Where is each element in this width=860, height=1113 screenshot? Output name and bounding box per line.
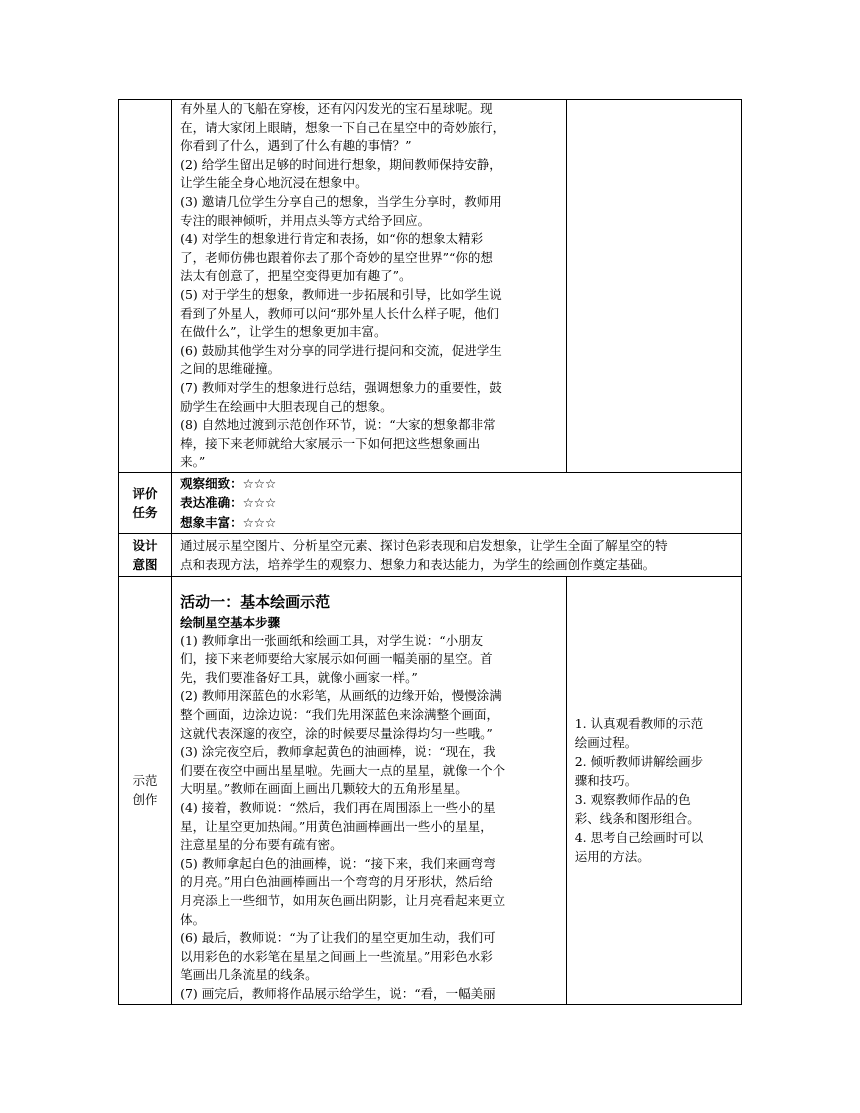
demo-label bbox=[119, 576, 172, 1004]
student-activity-line: 彩、线条和图形组合。 bbox=[574, 811, 700, 827]
imagination-text-line: (8) 自然地过渡到示范创作环节，说：“大家的想象都非常 bbox=[180, 417, 496, 433]
design-intent-label-line-1: 设计 bbox=[132, 537, 158, 553]
imagination-text-line: 让学生能全身心地沉浸在想象中。 bbox=[180, 175, 368, 191]
demo-step-line: (1) 教师拿出一张画纸和绘画工具，对学生说：“小朋友 bbox=[180, 632, 484, 648]
evaluation-label-line-1: 评价 bbox=[132, 485, 158, 501]
imagination-content-cell bbox=[172, 100, 567, 473]
imagination-text-line: 你看到了什么，遇到了什么有趣的事情？” bbox=[180, 138, 412, 154]
imagination-row bbox=[119, 100, 742, 473]
star-rating: ☆☆☆ bbox=[242, 475, 277, 491]
demo-step-line: 大明星。”教师在画面上画出几颗较大的五角形星星。 bbox=[180, 781, 468, 797]
evaluation-item-name: 想象丰富： bbox=[180, 515, 243, 531]
imagination-text-line: (6) 鼓励其他学生对分享的同学进行提问和交流，促进学生 bbox=[180, 342, 502, 358]
imagination-text-line: (5) 对于学生的想象，教师进一步拓展和引导，比如学生说 bbox=[180, 286, 502, 302]
evaluation-item-name: 表达准确： bbox=[180, 495, 243, 511]
demo-step-line: 星，让星空更加热闹。”用黄色油画棒画出一些小的星星， bbox=[180, 818, 493, 834]
demo-row bbox=[119, 576, 742, 1004]
activity-title: 活动一：基本绘画示范 bbox=[180, 592, 331, 611]
student-activity-line: 绘画过程。 bbox=[574, 735, 638, 751]
evaluation-item-name: 观察细致： bbox=[180, 475, 243, 491]
design-intent-label bbox=[119, 533, 172, 576]
imagination-text-line: 励学生在绘画中大胆表现自己的想象。 bbox=[180, 398, 393, 414]
demo-step-line: 这就代表深邃的夜空，涂的时候要尽量涂得均匀一些哦。” bbox=[180, 725, 493, 741]
lesson-plan-table bbox=[118, 99, 742, 1005]
evaluation-item bbox=[180, 513, 737, 533]
demo-step-line: 月亮添上一些细节，如用灰色画出阴影，让月亮看起来更立 bbox=[180, 892, 506, 908]
imagination-text-line: 在做什么”，让学生的想象更加丰富。 bbox=[180, 324, 387, 340]
student-activity-line: 骤和技巧。 bbox=[574, 773, 638, 789]
student-activity-line: 1. 认真观看教师的示范 bbox=[574, 716, 704, 732]
demo-label-line-1: 示范 bbox=[132, 773, 158, 789]
demo-step-line: 们要在夜空中画出星星啦。先画大一点的星星，就像一个个 bbox=[180, 762, 506, 778]
evaluation-item bbox=[180, 474, 737, 494]
demo-step-line: 注意星星的分布要有疏有密。 bbox=[180, 837, 343, 853]
evaluation-label-line-2: 任务 bbox=[132, 504, 158, 520]
demo-step-line: 体。 bbox=[180, 911, 206, 927]
imagination-text-line: 了，老师仿佛也跟着你去了那个奇妙的星空世界”“你的想 bbox=[180, 249, 493, 265]
demo-step-line: 的月亮。”用白色油画棒画出一个弯弯的月牙形状，然后给 bbox=[180, 874, 493, 890]
imagination-text-line: (3) 邀请几位学生分享自己的想象，当学生分享时，教师用 bbox=[180, 193, 502, 209]
design-intent-line: 点和表现方法，培养学生的观察力、想象力和表达能力，为学生的绘画创作奠定基础。 bbox=[180, 556, 656, 572]
evaluation-content-cell bbox=[172, 472, 742, 533]
imagination-student-cell bbox=[566, 100, 741, 473]
demo-step-line: 以用彩色的水彩笔在星星之间画上一些流星。”用彩色水彩 bbox=[180, 948, 493, 964]
imagination-text-line: 棒，接下来老师就给大家展示一下如何把这些想象画出 bbox=[180, 435, 481, 451]
evaluation-row bbox=[119, 472, 742, 533]
imagination-text-line: 有外星人的飞船在穿梭，还有闪闪发光的宝石星球呢。现 bbox=[180, 101, 493, 116]
imagination-text-line: 专注的眼神倾听，并用点头等方式给予回应。 bbox=[180, 212, 431, 228]
imagination-text-line: (2) 给学生留出足够的时间进行想象，期间教师保持安静， bbox=[180, 156, 502, 172]
demo-step-line: (5) 教师拿起白色的油画棒，说：“接下来，我们来画弯弯 bbox=[180, 855, 496, 871]
student-activity-line: 3. 观察教师作品的色 bbox=[574, 792, 691, 808]
imagination-label-cell bbox=[119, 100, 172, 473]
demo-step-line: 们，接下来老师要给大家展示如何画一幅美丽的星空。首 bbox=[180, 651, 493, 667]
student-activity-line: 2. 倾听教师讲解绘画步 bbox=[574, 754, 704, 770]
student-activity-line: 4. 思考自己绘画时可以 bbox=[574, 830, 704, 846]
imagination-text-line: 来。” bbox=[180, 454, 206, 470]
design-intent-label-line-2: 意图 bbox=[132, 556, 158, 572]
design-intent-content-cell bbox=[172, 533, 742, 576]
demo-step-line: 整个画面，边涂边说：“我们先用深蓝色来涂满整个画面， bbox=[180, 707, 499, 723]
demo-content-cell bbox=[172, 576, 567, 1004]
imagination-text-line: (4) 对学生的想象进行肯定和表扬，如“你的想象太精彩 bbox=[180, 231, 484, 247]
evaluation-item bbox=[180, 493, 737, 513]
demo-step-line: (3) 涂完夜空后，教师拿起黄色的油画棒，说：“现在，我 bbox=[180, 744, 496, 760]
star-rating: ☆☆☆ bbox=[242, 515, 277, 531]
imagination-text-line: 法太有创意了，把星空变得更加有趣了”。 bbox=[180, 268, 412, 284]
demo-step-line: (2) 教师用深蓝色的水彩笔，从画纸的边缘开始，慢慢涂满 bbox=[180, 688, 502, 704]
evaluation-label bbox=[119, 472, 172, 533]
student-activity-line: 运用的方法。 bbox=[574, 849, 650, 865]
demo-step-line: (4) 接着，教师说：“然后，我们再在周围添上一些小的星 bbox=[180, 800, 496, 815]
demo-step-line: 先，我们要准备好工具，就像小画家一样。” bbox=[180, 669, 418, 685]
imagination-text-line: 在，请大家闭上眼睛，想象一下自己在星空中的奇妙旅行， bbox=[180, 119, 506, 135]
star-rating: ☆☆☆ bbox=[242, 495, 277, 511]
demo-student-cell bbox=[566, 576, 741, 1004]
design-intent-row bbox=[119, 533, 742, 576]
imagination-text-line: (7) 教师对学生的想象进行总结，强调想象力的重要性，鼓 bbox=[180, 379, 502, 395]
demo-step-line: 笔画出几条流星的线条。 bbox=[180, 967, 318, 983]
activity-subtitle: 绘制星空基本步骤 bbox=[180, 614, 281, 630]
imagination-text-line: 之间的思维碰撞。 bbox=[180, 361, 281, 377]
imagination-text-line: 看到了外星人，教师可以问“那外星人长什么样子呢，他们 bbox=[180, 305, 499, 321]
demo-label-line-2: 创作 bbox=[132, 792, 158, 808]
design-intent-line: 通过展示星空图片、分析星空元素、探讨色彩表现和启发想象，让学生全面了解星空的特 bbox=[180, 537, 668, 553]
demo-step-line: (6) 最后，教师说：“为了让我们的星空更加生动，我们可 bbox=[180, 930, 496, 946]
demo-step-line: (7) 画完后，教师将作品展示给学生，说：“看，一幅美丽 bbox=[180, 985, 496, 1001]
